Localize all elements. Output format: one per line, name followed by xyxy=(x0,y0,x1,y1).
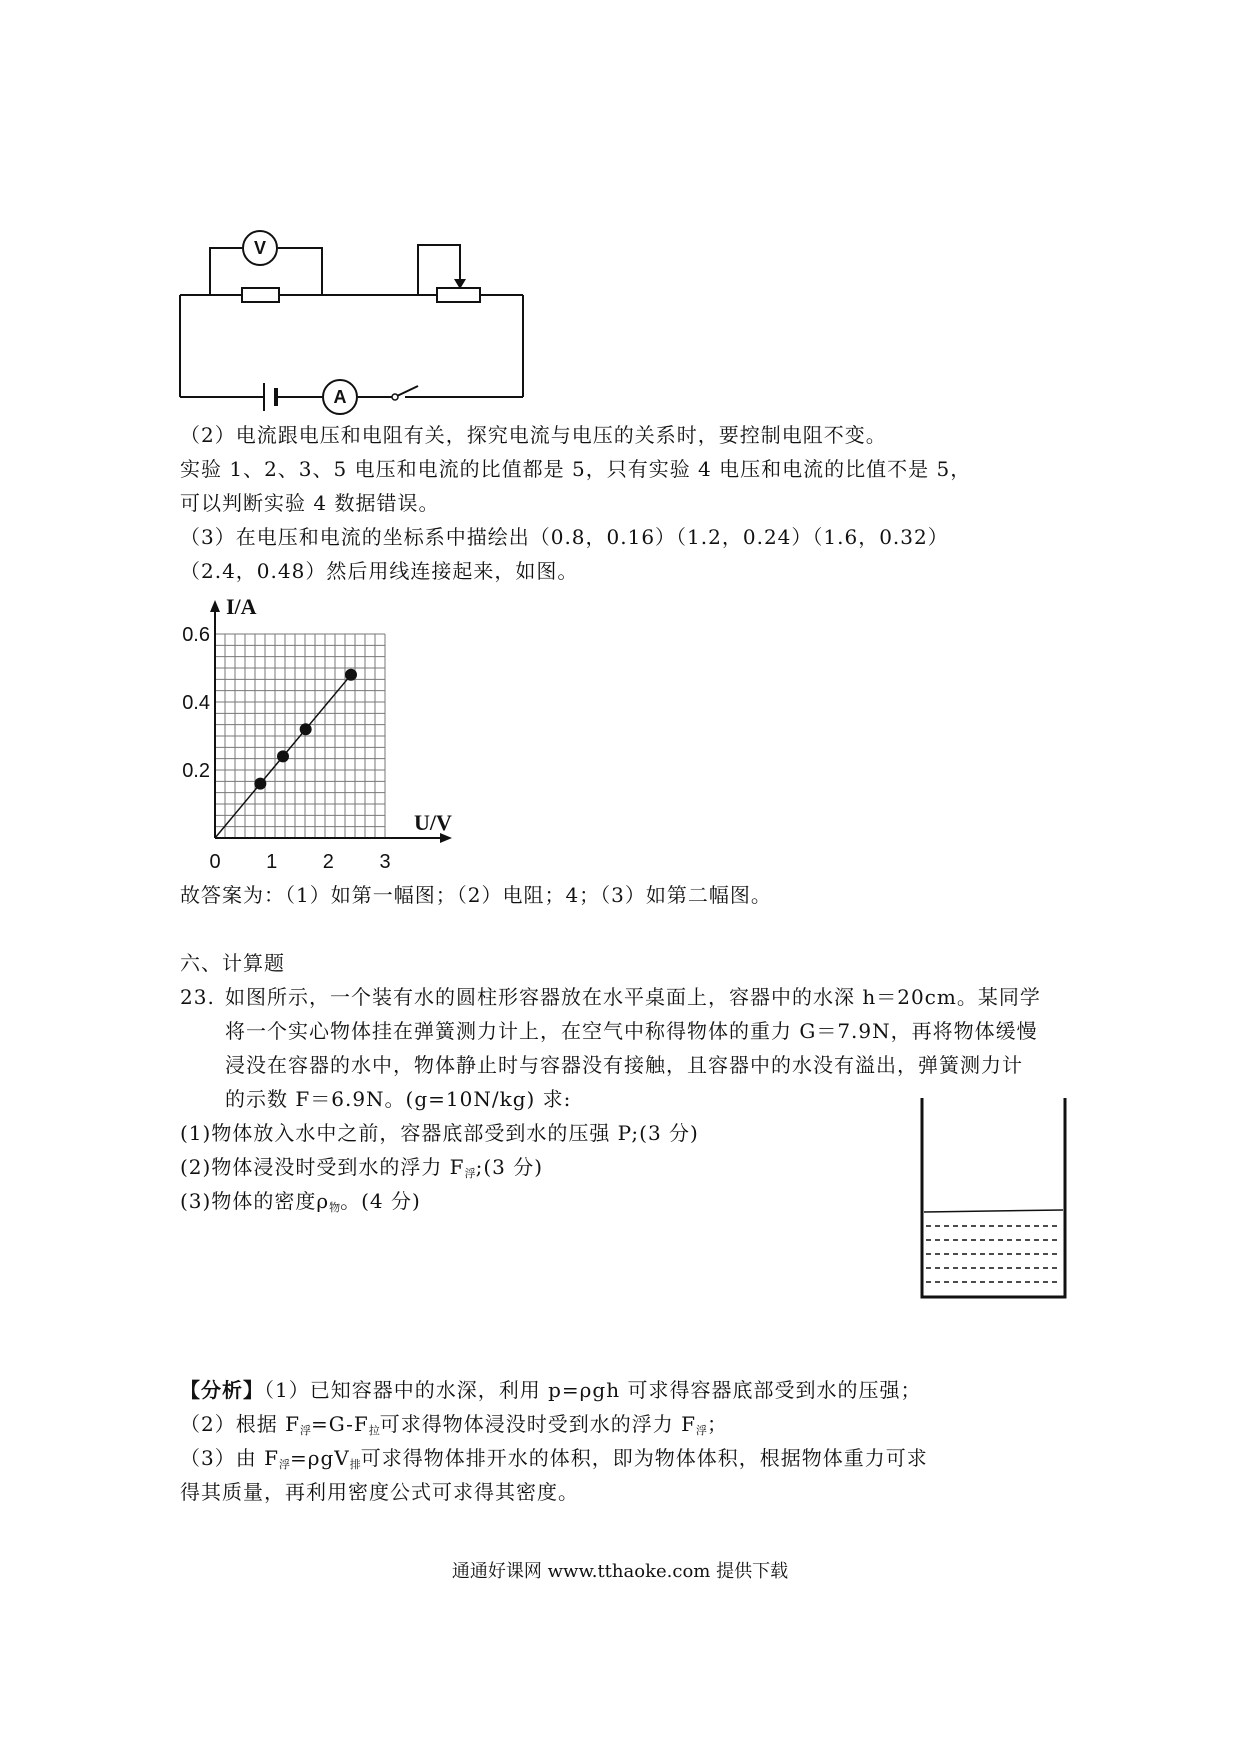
part2-line1: （2）电流跟电压和电阻有关，探究电流与电压的关系时，要控制电阻不变。 xyxy=(180,423,887,447)
question-line1: 如图所示，一个装有水的圆柱形容器放在水平桌面上，容器中的水深 h＝20cm。某同学 xyxy=(225,985,1041,1009)
y-tick-label: 0.2 xyxy=(182,760,210,782)
x-tick-label: 2 xyxy=(322,851,334,873)
x-tick-label: 0 xyxy=(209,851,221,873)
analysis-line4: 得其质量，再利用密度公式可求得其密度。 xyxy=(180,1480,579,1504)
question-line2: 将一个实心物体挂在弹簧测力计上，在空气中称得物体的重力 G＝7.9N，再将物体缓慢 xyxy=(225,1019,1038,1043)
y-tick-label: 0.4 xyxy=(182,692,210,714)
analysis-line3: （3）由 $F_浮=\rho gV_排$可求得物体排开水的体积，即为物体体积，根据物体重力可求 xyxy=(180,1446,928,1471)
question-sub2: (2)物体浸没时受到水的浮力 $F_浮;(3$ 分) xyxy=(180,1155,544,1180)
y-axis-label: I/A xyxy=(226,594,257,619)
question-line4: 的示数 F＝6.9N。(g=10N/kg) 求: xyxy=(225,1087,572,1111)
part3-line1: （3）在电压和电流的坐标系中描绘出（0.8，0.16）（1.2，0.24）（1.6，0.32） xyxy=(180,525,949,549)
question-sub1: (1)物体放入水中之前，容器底部受到水的压强 P;(3 分) xyxy=(180,1121,699,1145)
analysis-line1: 【分析】（1）已知容器中的水深，利用 p=ρgh 可求得容器底部受到水的压强； xyxy=(180,1378,922,1402)
y-tick-label: 0.6 xyxy=(182,624,210,646)
x-tick-label: 1 xyxy=(266,851,278,873)
analysis-tag: 【分析】 xyxy=(180,1378,264,1402)
section-title: 六、计算题 xyxy=(180,951,285,975)
voltmeter-label: V xyxy=(253,238,267,258)
ammeter-label: A xyxy=(333,387,347,407)
question-sub3: (3)物体的密度$\rho_物$。(4 分) xyxy=(180,1189,421,1214)
x-axis-label: U/V xyxy=(414,810,452,835)
part3-line2: （2.4，0.48）然后用线连接起来，如图。 xyxy=(180,559,579,583)
part2-line3: 可以判断实验 4 数据错误。 xyxy=(180,491,440,515)
question-line3: 浸没在容器的水中，物体静止时与容器没有接触，且容器中的水没有溢出，弹簧测力计 xyxy=(225,1053,1023,1077)
question-number: 23. xyxy=(180,985,215,1009)
page-footer: 通通好课网 www.tthaoke.com 提供下载 xyxy=(451,1561,789,1582)
answer-line: 故答案为：（1）如第一幅图；（2）电阻；4；（3）如第二幅图。 xyxy=(180,883,772,907)
x-tick-label: 3 xyxy=(379,851,391,873)
analysis-line2: （2）根据 $F_浮=G-F_拉$可求得物体浸没时受到水的浮力 $F_浮$； xyxy=(180,1412,728,1437)
part2-line2: 实验 1、2、3、5 电压和电流的比值都是 5，只有实验 4 电压和电流的比值不是 5， xyxy=(180,457,972,481)
